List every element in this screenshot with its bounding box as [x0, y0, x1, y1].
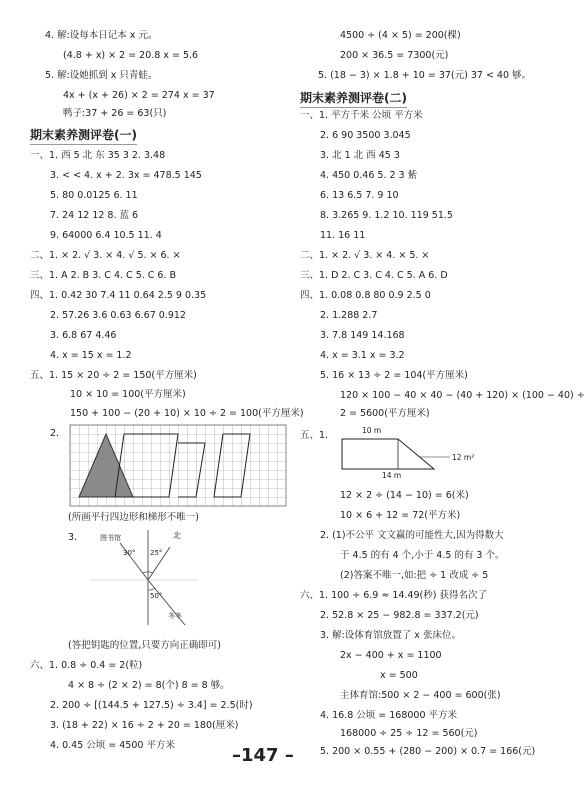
answer-line: 鸭子:37 + 26 = 63(只)	[63, 108, 167, 119]
answer-line: 3. 6.8 67 4.46	[50, 330, 117, 341]
answer-line: 六、1. 0.8 ÷ 0.4 = 2(粒)	[30, 660, 143, 671]
answer-line: 3. 解:设体育馆放置了 x 张床位。	[320, 630, 461, 641]
answer-line: 5. 16 × 13 ÷ 2 = 104(平方厘米)	[320, 370, 468, 381]
answer-line: 4. x = 15 x = 1.2	[50, 350, 132, 361]
answer-line: 4 × 8 ÷ (2 × 2) = 8(个) 8 = 8 够。	[68, 680, 230, 691]
answer-line: 168000 ÷ 25 ÷ 12 = 560(元)	[340, 728, 478, 739]
answer-line: 四、1. 0.08 0.8 80 0.9 2.5 0	[300, 290, 431, 301]
answer-line: 4. 解:设每本日记本 x 元。	[45, 30, 158, 41]
answer-line: 4. x = 3.1 x = 3.2	[320, 350, 405, 361]
answer-line: 三、1. A 2. B 3. C 4. C 5. C 6. B	[30, 270, 177, 281]
answer-line: 2.	[50, 428, 60, 439]
answer-line: 二、1. × 2. √ 3. × 4. × 5. ×	[300, 250, 430, 261]
note: (答把钥匙的位置,只要方向正确即可)	[68, 640, 221, 651]
answer-line: 一、1. 平方千米 公顷 平方米	[300, 110, 423, 121]
answer-line: 4. 16.8 公顷 = 168000 平方米	[320, 710, 458, 721]
answer-line: 120 × 100 − 40 × 40 − (40 + 120) × (100 − 40) ÷	[340, 390, 585, 401]
angle-label: 50°	[150, 592, 163, 600]
answer-line: 五、1. 15 × 20 ÷ 2 = 150(平方厘米)	[30, 370, 197, 381]
dimension-label: 10 m	[362, 426, 382, 435]
answer-line: 五、1.	[300, 430, 329, 441]
answer-line: 3. (18 + 22) × 16 ÷ 2 + 20 = 180(厘米)	[50, 720, 239, 731]
answer-line: 10 × 10 = 100(平方厘米)	[70, 389, 186, 400]
answer-line: (4.8 + x) × 2 = 20.8 x = 5.6	[63, 50, 199, 61]
angle-label: 25°	[150, 549, 163, 557]
answer-line: 12 × 2 ÷ (14 − 10) = 6(米)	[340, 490, 469, 501]
answer-line: 150 + 100 − (20 + 10) × 10 ÷ 2 = 100(平方厘米)	[70, 408, 304, 419]
answer-line: 4x + (x + 26) × 2 = 274 x = 37	[63, 90, 215, 101]
question-number: 3.	[68, 532, 78, 543]
answer-line: 4. 450 0.46 5. 2 3 紫	[320, 170, 418, 181]
answer-line: 2. 6 90 3500 3.045	[320, 130, 411, 141]
map-label: 冬冬	[168, 612, 182, 620]
dimension-label: 14 m	[382, 471, 402, 480]
answer-line: 9. 64000 6.4 10.5 11. 4	[50, 230, 162, 241]
section-title: 期末素养测评卷(二)	[300, 91, 407, 105]
answer-line: 2x − 400 + x = 1100	[340, 650, 442, 661]
north-label: 北	[173, 531, 181, 540]
answer-line: 2. 57.26 3.6 0.63 6.67 0.912	[50, 310, 186, 321]
dimension-label: 12 m²	[452, 453, 475, 462]
answer-line: 2 = 5600(平方厘米)	[340, 408, 430, 419]
map-label: 图书馆	[100, 534, 121, 542]
answer-line: 6. 13 6.5 7. 9 10	[320, 190, 399, 201]
direction-map	[80, 525, 200, 630]
answer-line: 四、1. 0.42 30 7.4 11 0.64 2.5 9 0.35	[30, 290, 207, 301]
grid-figure	[70, 425, 288, 507]
answer-line: 2. (1)不公平 文文赢的可能性大,因为得数大	[320, 530, 504, 541]
section-title: 期末素养测评卷(一)	[30, 128, 137, 142]
answer-line: 5. 80 0.0125 6. 11	[50, 190, 138, 201]
answer-line: 5. 解:设她抓到 x 只青蛙。	[45, 70, 158, 81]
answer-line: x = 500	[380, 670, 418, 681]
answer-line: 5. 200 × 0.55 + (280 − 200) × 0.7 = 166(元)	[320, 746, 536, 757]
answer-line: 10 × 6 + 12 = 72(平方米)	[340, 510, 461, 521]
answer-line: 于 4.5 的有 4 个,小于 4.5 的有 3 个。	[340, 550, 505, 561]
angle-label: 30°	[123, 549, 136, 557]
answer-line: 200 × 36.5 = 7300(元)	[340, 50, 449, 61]
answer-line: 三、1. D 2. C 3. C 4. C 5. A 6. D	[300, 270, 448, 281]
answer-line: 3. < < 4. x + 2. 3x = 478.5 145	[50, 170, 202, 181]
answer-line: 3. 7.8 149 14.168	[320, 330, 405, 341]
answer-line: 7. 24 12 12 8. 蓝 6	[50, 210, 139, 221]
answer-line: 主体育馆:500 × 2 − 400 = 600(张)	[340, 690, 501, 701]
answer-line: 4500 ÷ (4 × 5) = 200(棵)	[340, 30, 461, 41]
answer-line: 5. (18 − 3) × 1.8 + 10 = 37(元) 37 < 40 够。	[318, 70, 532, 81]
answer-line: 一、1. 西 5 北 东 35 3 2. 3.48	[30, 150, 166, 161]
answer-line: 8. 3.265 9. 1.2 10. 119 51.5	[320, 210, 453, 221]
answer-line: 2. 200 ÷ [(144.5 + 127.5) ÷ 3.4] = 2.5(时)	[50, 700, 253, 711]
answer-line: (2)答案不唯一,如:把 ÷ 1 改成 ÷ 5	[340, 570, 489, 581]
answer-line: 3. 北 1 北 西 45 3	[320, 150, 400, 161]
page-number: –147 –	[232, 745, 294, 766]
answer-line: 二、1. × 2. √ 3. × 4. √ 5. × 6. ×	[30, 250, 181, 261]
answer-line: 六、1. 100 ÷ 6.9 ≈ 14.49(秒) 获得名次了	[300, 590, 487, 601]
note: (所画平行四边形和梯形不唯一)	[68, 512, 199, 523]
answer-line: 4. 0.45 公顷 = 4500 平方米	[50, 740, 175, 751]
answer-line: 2. 52.8 × 25 − 982.8 = 337.2(元)	[320, 610, 479, 621]
answer-line: 2. 1.288 2.7	[320, 310, 378, 321]
answer-line: 11. 16 11	[320, 230, 366, 241]
